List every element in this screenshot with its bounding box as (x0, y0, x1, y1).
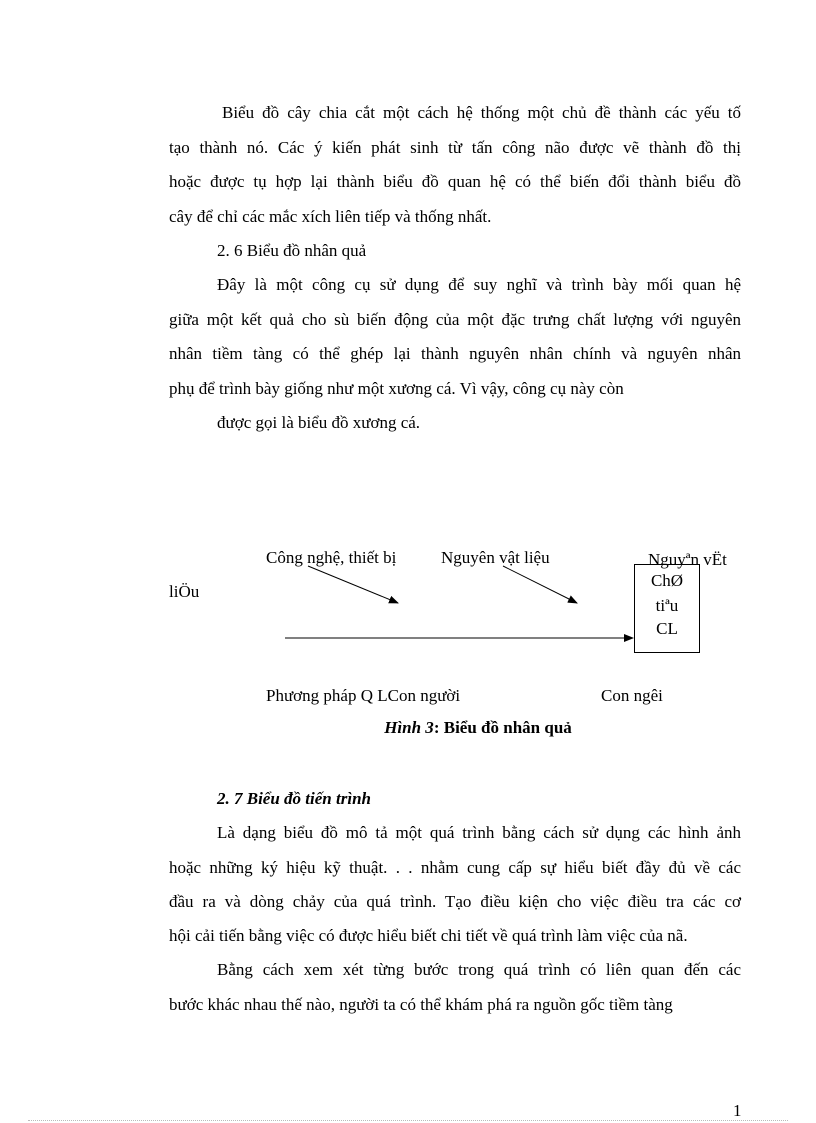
figure-caption-title: Biểu đồ nhân quả (443, 718, 572, 737)
effect-label-line-2: tiªu (655, 596, 679, 615)
section-2-7-heading: 2. 7 Biểu đồ tiến trình (217, 789, 371, 808)
paragraph-2-line-5: được gọi là biểu đồ xương cá. (217, 413, 421, 432)
paragraph-3-line-4: hội cải tiến bằng việc có được hiểu biết chi tiết về quá trình làm việc của nã. (169, 926, 688, 945)
cause-label-people-garbled: Con ngêi (601, 686, 663, 705)
cause-label-materials-garbled-2: liÖu (169, 582, 200, 601)
page-number: 1 (733, 1101, 742, 1120)
cause-arrow-materials (503, 566, 577, 603)
figure-caption-label: Hình 3 (384, 718, 434, 737)
effect-label-line-3: CL (656, 619, 678, 638)
cause-label-materials: Nguyên vật liệu (441, 548, 550, 567)
cause-label-technology: Công nghệ, thiết bị (266, 548, 397, 567)
paragraph-2-line-3: nhân tiềm tàng có thể ghép lại thành nguyên nhân chính và nguyên nhân (169, 344, 741, 363)
paragraph-4-line-1: Bằng cách xem xét từng bước trong quá trình có liên quan đến các (217, 960, 741, 979)
figure-caption-separator: : (433, 718, 444, 737)
paragraph-3-line-1: Là dạng biểu đồ mô tả một quá trình bằng cách sử dụng các hình ảnh (217, 823, 741, 842)
paragraph-3-line-2: hoặc những ký hiệu kỹ thuật. . . nhằm cung cấp sự hiểu biết đầy đủ về các (169, 858, 741, 877)
paragraph-1-line-3: hoặc được tụ hợp lại thành biểu đồ quan hệ có thể biến đổi thành biểu đồ (169, 172, 741, 191)
paragraph-1-line-2: tạo thành nó. Các ý kiến phát sinh từ tấn công não được vẽ thành đồ thị (169, 138, 741, 157)
paragraph-4-line-2: bước khác nhau thế nào, người ta có thể khám phá ra nguồn gốc tiềm tàng (169, 995, 673, 1014)
paragraph-1-line-4: cây để chỉ các mắc xích liên tiếp và thống nhất. (169, 207, 492, 226)
cause-arrow-technology (308, 566, 398, 603)
paragraph-2-line-4: phụ để trình bày giống như một xương cá. Vì vậy, công cụ này còn (169, 379, 624, 398)
footer-divider (28, 1120, 788, 1121)
paragraph-2-line-1: Đây là một công cụ sử dụng để suy nghĩ và trình bày mối quan hệ (217, 275, 741, 294)
paragraph-1-line-1: Biểu đồ cây chia cắt một cách hệ thống một chủ đề thành các yếu tố (222, 103, 741, 122)
paragraph-3-line-3: đầu ra và dòng chảy của quá trình. Tạo điều kiện cho việc điều tra các cơ (169, 892, 741, 911)
figure-caption (0, 718, 816, 738)
effect-label-line-1: ChØ (650, 571, 684, 590)
paragraph-2-line-2: giữa một kết quả cho sù biến động của một đặc trưng chất lượng với nguyên (169, 310, 741, 329)
cause-label-method-people: Phương pháp Q LCon người (266, 686, 461, 705)
section-2-6-heading: 2. 6 Biểu đồ nhân quả (217, 241, 367, 260)
cause-label-materials-garbled-1: Nguyªn vËt (648, 550, 727, 569)
